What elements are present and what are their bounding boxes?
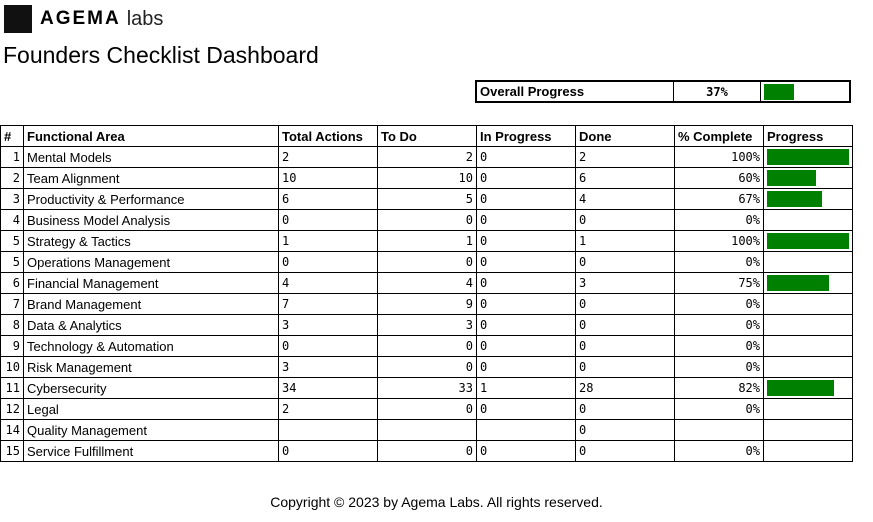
row-to-do: 9	[378, 294, 477, 315]
header-number: #	[1, 126, 24, 147]
table-row	[1, 399, 853, 420]
row-to-do: 3	[378, 315, 477, 336]
table-row	[1, 210, 853, 231]
row-progress-cell	[764, 420, 853, 441]
row-progress-bar	[767, 380, 834, 396]
row-in-progress: 0	[477, 399, 576, 420]
row-total-actions: 0	[279, 252, 378, 273]
row-percent-complete: 0%	[675, 294, 764, 315]
row-progress-cell	[764, 189, 853, 210]
row-functional-area: Business Model Analysis	[24, 210, 279, 231]
row-percent-complete: 0%	[675, 399, 764, 420]
row-to-do	[378, 420, 477, 441]
row-progress-cell	[764, 378, 853, 399]
row-functional-area: Quality Management	[24, 420, 279, 441]
row-to-do: 0	[378, 210, 477, 231]
row-in-progress: 0	[477, 294, 576, 315]
row-in-progress: 0	[477, 168, 576, 189]
table-row	[1, 252, 853, 273]
row-percent-complete: 0%	[675, 336, 764, 357]
row-percent-complete: 0%	[675, 315, 764, 336]
row-in-progress: 0	[477, 210, 576, 231]
overall-progress-bar-cell	[761, 81, 851, 102]
row-progress-cell	[764, 231, 853, 252]
table-row	[1, 378, 853, 399]
row-in-progress: 0	[477, 273, 576, 294]
row-done: 0	[576, 357, 675, 378]
table-row	[1, 420, 853, 441]
row-number: 12	[1, 399, 24, 420]
row-to-do: 1	[378, 231, 477, 252]
row-progress-cell	[764, 399, 853, 420]
row-functional-area: Data & Analytics	[24, 315, 279, 336]
row-done: 0	[576, 294, 675, 315]
row-to-do: 10	[378, 168, 477, 189]
row-done: 2	[576, 147, 675, 168]
row-progress-bar	[767, 233, 849, 249]
overall-progress-label: Overall Progress	[476, 81, 674, 102]
row-in-progress: 0	[477, 189, 576, 210]
row-progress-cell	[764, 336, 853, 357]
row-total-actions: 0	[279, 336, 378, 357]
row-percent-complete: 0%	[675, 441, 764, 462]
row-done: 0	[576, 315, 675, 336]
table-row	[1, 441, 853, 462]
row-number: 9	[1, 336, 24, 357]
functional-area-table	[0, 125, 853, 462]
row-to-do: 0	[378, 252, 477, 273]
row-progress-cell	[764, 294, 853, 315]
row-total-actions: 7	[279, 294, 378, 315]
header-to-do: To Do	[378, 126, 477, 147]
row-number: 6	[1, 273, 24, 294]
row-total-actions: 3	[279, 357, 378, 378]
row-percent-complete: 100%	[675, 231, 764, 252]
header-in-progress: In Progress	[477, 126, 576, 147]
row-percent-complete	[675, 420, 764, 441]
row-to-do: 0	[378, 336, 477, 357]
brand-logo	[4, 4, 163, 34]
row-number: 4	[1, 210, 24, 231]
row-progress-bar	[767, 275, 829, 291]
row-total-actions: 2	[279, 399, 378, 420]
row-in-progress: 0	[477, 441, 576, 462]
header-functional-area: Functional Area	[24, 126, 279, 147]
row-done: 0	[576, 399, 675, 420]
row-functional-area: Team Alignment	[24, 168, 279, 189]
row-done: 4	[576, 189, 675, 210]
row-number: 5	[1, 231, 24, 252]
row-functional-area: Brand Management	[24, 294, 279, 315]
row-in-progress: 0	[477, 252, 576, 273]
row-to-do: 33	[378, 378, 477, 399]
overall-progress-table	[475, 80, 851, 103]
table-row	[1, 189, 853, 210]
row-progress-cell	[764, 168, 853, 189]
row-total-actions: 0	[279, 210, 378, 231]
row-progress-cell	[764, 315, 853, 336]
row-number: 1	[1, 147, 24, 168]
row-number: 14	[1, 420, 24, 441]
row-functional-area: Cybersecurity	[24, 378, 279, 399]
row-functional-area: Financial Management	[24, 273, 279, 294]
row-functional-area: Productivity & Performance	[24, 189, 279, 210]
row-done: 28	[576, 378, 675, 399]
header-done: Done	[576, 126, 675, 147]
row-functional-area: Legal	[24, 399, 279, 420]
row-in-progress: 0	[477, 357, 576, 378]
table-row	[1, 147, 853, 168]
header-percent-complete: % Complete	[675, 126, 764, 147]
row-total-actions: 3	[279, 315, 378, 336]
header-total-actions: Total Actions	[279, 126, 378, 147]
row-total-actions: 0	[279, 441, 378, 462]
row-number: 7	[1, 294, 24, 315]
row-done: 0	[576, 420, 675, 441]
brand-name: AGEMA	[40, 8, 121, 29]
row-functional-area: Operations Management	[24, 252, 279, 273]
overall-progress-value: 37%	[674, 81, 761, 102]
row-to-do: 0	[378, 399, 477, 420]
row-number: 11	[1, 378, 24, 399]
row-progress-cell	[764, 357, 853, 378]
row-progress-cell	[764, 273, 853, 294]
row-percent-complete: 67%	[675, 189, 764, 210]
table-row	[1, 273, 853, 294]
row-done: 6	[576, 168, 675, 189]
row-number: 15	[1, 441, 24, 462]
row-total-actions: 6	[279, 189, 378, 210]
row-to-do: 0	[378, 441, 477, 462]
table-row	[1, 315, 853, 336]
row-total-actions: 10	[279, 168, 378, 189]
row-progress-cell	[764, 147, 853, 168]
row-number: 8	[1, 315, 24, 336]
row-progress-cell	[764, 441, 853, 462]
table-row	[1, 357, 853, 378]
row-to-do: 4	[378, 273, 477, 294]
row-percent-complete: 82%	[675, 378, 764, 399]
agema-logo-icon	[4, 5, 32, 33]
row-in-progress: 0	[477, 336, 576, 357]
row-to-do: 0	[378, 357, 477, 378]
row-percent-complete: 60%	[675, 168, 764, 189]
row-total-actions: 2	[279, 147, 378, 168]
row-number: 5	[1, 252, 24, 273]
row-progress-bar	[767, 149, 849, 165]
row-done: 0	[576, 210, 675, 231]
row-functional-area: Service Fulfillment	[24, 441, 279, 462]
brand-suffix: labs	[126, 7, 164, 30]
row-total-actions: 4	[279, 273, 378, 294]
row-number: 10	[1, 357, 24, 378]
row-progress-cell	[764, 210, 853, 231]
row-total-actions	[279, 420, 378, 441]
table-row	[1, 168, 853, 189]
row-done: 0	[576, 336, 675, 357]
header-progress: Progress	[764, 126, 853, 147]
row-in-progress: 1	[477, 378, 576, 399]
row-in-progress	[477, 420, 576, 441]
footer-copyright: Copyright © 2023 by Agema Labs. All rights reserved.	[270, 494, 603, 510]
row-percent-complete: 0%	[675, 252, 764, 273]
table-row	[1, 231, 853, 252]
row-to-do: 2	[378, 147, 477, 168]
row-functional-area: Strategy & Tactics	[24, 231, 279, 252]
row-percent-complete: 0%	[675, 210, 764, 231]
table-header-row	[1, 126, 853, 147]
row-number: 3	[1, 189, 24, 210]
row-number: 2	[1, 168, 24, 189]
row-functional-area: Risk Management	[24, 357, 279, 378]
row-in-progress: 0	[477, 147, 576, 168]
row-done: 1	[576, 231, 675, 252]
overall-progress-bar	[764, 84, 794, 100]
table-row	[1, 294, 853, 315]
row-progress-bar	[767, 191, 822, 207]
page-title: Founders Checklist Dashboard	[3, 42, 319, 68]
row-percent-complete: 100%	[675, 147, 764, 168]
row-done: 0	[576, 441, 675, 462]
row-progress-cell	[764, 252, 853, 273]
table-row	[1, 336, 853, 357]
row-in-progress: 0	[477, 315, 576, 336]
row-total-actions: 34	[279, 378, 378, 399]
row-to-do: 5	[378, 189, 477, 210]
row-functional-area: Mental Models	[24, 147, 279, 168]
row-progress-bar	[767, 170, 816, 186]
row-done: 3	[576, 273, 675, 294]
row-percent-complete: 0%	[675, 357, 764, 378]
row-total-actions: 1	[279, 231, 378, 252]
row-functional-area: Technology & Automation	[24, 336, 279, 357]
row-in-progress: 0	[477, 231, 576, 252]
row-done: 0	[576, 252, 675, 273]
row-percent-complete: 75%	[675, 273, 764, 294]
